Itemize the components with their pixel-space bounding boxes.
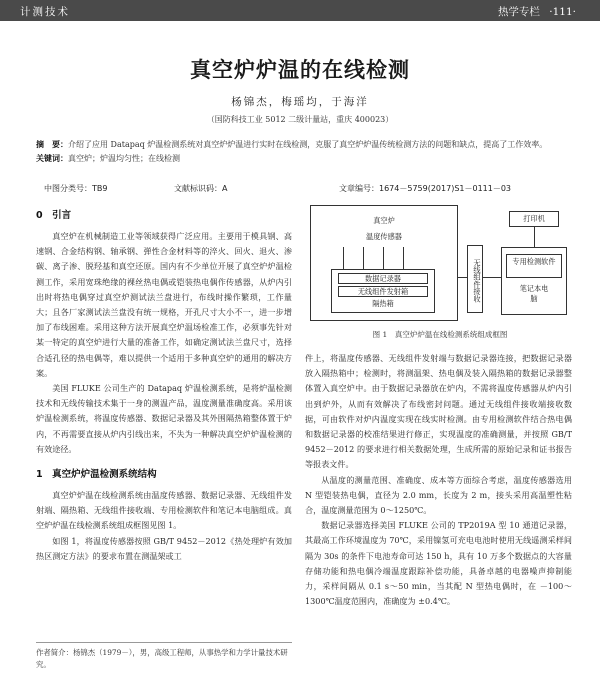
header-right	[492, 4, 576, 19]
data-recorder-box: 数据记录器	[338, 273, 428, 284]
running-header	[0, 0, 600, 21]
right-paragraph-2: 从温度的测量范围、准确度、成本等方面综合考虑，温度传感器选用 N 型铠装热电偶，直径为 2.0 mm，长度为 2 m，接头采用高温塑性粘合，温度测量范围为 0～1250℃。	[305, 474, 572, 516]
abstract-label: 摘 要：	[36, 140, 68, 149]
right-paragraph-3: 数据记录器选择美国 FLUKE 公司的 TP2019A 型 10 通道记录器，其最高工作环境温度为 70℃，采用镍氢可充电电池时使用无线遥测采样间隔为 30s 的条件下电池寿命可达 150 h，具有 10 万多个数据点的大容量存储功能和热电偶冷端温度跟踪补偿功能，具备卓越的电器噪声抑制能力，采样间隔从 0.1 s～50 min，当其配 N 型热电偶时，在 －100～1300℃温度范围内，准确度为 ±0.4℃。	[305, 520, 572, 607]
sensor-label: 温度传感器	[366, 232, 402, 241]
sensor-wire	[363, 247, 364, 269]
clc-number: 中图分类号：TB9	[44, 184, 108, 193]
keywords-text: 真空炉；炉温均匀性；在线检测	[68, 154, 180, 163]
figure-caption: 图 1 真空炉炉温在线检测系统组成框图	[372, 330, 508, 339]
right-column	[305, 351, 572, 609]
intro-paragraph-1: 真空炉在机械制造工业等领域获得广泛应用。主要用于模具钢、高速钢、合金结构钢、轴承钢、弹性合金材料等的淬火、回火、退火、渗碳、离子渗、脱羟基和真空还原。国内有不少单位开展了真空炉炉温检测工作，采用宽珠绝缘的裸丝热电偶或铠装热电偶作传感器，从炉内引出时将热电偶穿过真空炉测试法兰盘进行，布线时操作繁琐，工作量大；且各厂家测试法兰盘没有统一规格，开孔尺寸大小不一，进一步增加了布线困难。采用这种方法开展真空炉温场检准工作，必须事先针对某一特定的真空炉进行大量的准备工作，如确定测试法兰盘尺寸，选择合适孔径的热电偶等，难以提供一个适用于多种真空炉的通用的解决方案。	[36, 231, 292, 378]
paper-title: 真空炉炉温的在线检测	[190, 58, 410, 82]
keywords-label: 关键词：	[36, 154, 68, 163]
connector-line	[534, 227, 535, 247]
receiver-box: 无线组件接收	[467, 245, 483, 313]
section-heading-intro: 0 引言	[36, 210, 72, 221]
sensor-wire	[403, 247, 404, 269]
intro-paragraph-2: 美国 FLUKE 公司生产的 Datapaq 炉温检测系统，是将炉温检测技术和无线传输技术集于一身的测温产品，温度测量准确度高。采用该炉温检测系统，将温度传感器、数据记录器及其外围隔热箱整体置于炉内，不再需要直接从炉内引线出来，不失为一种解决真空炉炉温检测的有效途径。	[36, 383, 292, 454]
column-category: 热学专栏	[497, 6, 540, 18]
right-paragraph-1: 件上，将温度传感器、无线组件发射端与数据记录器连接，把数据记录器放入隔热箱中；检测时，将测温架、热电偶及装入隔热箱的数据记录器整体置入真空炉中。由于数据记录器放在炉内，不需将温度传感器从炉内引出到炉外，从而有效解决了布线密封问题。通过无线组件接收端接收数据，可由软件对炉内温度实现在线实时检测。由专用检测软件结合热电偶和数据记录器的校准结果进行修正，实现温度的准确测量，并按照 GB/T 9452－2012 的要求进行相关数据处理，生成所需的原始记录和证书报告等报表文件。	[305, 353, 572, 470]
software-box: 专用检测软件	[506, 254, 562, 278]
author-footnote: 作者简介：杨锦杰（1979－），男，高级工程师，从事热学和力学计量技术研究。	[36, 642, 292, 671]
connector-line	[483, 277, 501, 278]
abstract-text: 介绍了应用 Datapaq 炉温检测系统对真空炉炉温进行实时在线检测，克服了真空炉炉温传统检测方法的问题和缺点，提高了工作效率。	[68, 140, 548, 149]
laptop-label: 笔记本电脑	[519, 284, 549, 303]
structure-paragraph-2: 如图 1，将温度传感器按照 GB/T 9452－2012《热处理炉有效加热区测定方法》的要求布置在测温架或工	[36, 535, 292, 561]
author-list: 杨锦杰，梅瑶均，于海洋	[231, 96, 369, 108]
structure-paragraph-1: 真空炉炉温在线检测系统由温度传感器、数据记录器、无线组件发射端、隔热箱、无线组件接收端、专用检测软件和笔记本电脑组成。真空炉炉温在线检测系统组成框图见图 1。	[36, 490, 292, 531]
transmitter-box: 无线组件发射箱	[338, 286, 428, 297]
connector-line	[458, 277, 467, 278]
abstract-block	[36, 138, 566, 166]
furnace-label: 真空炉	[373, 216, 395, 225]
left-column	[36, 206, 292, 564]
sensor-wire	[343, 247, 344, 269]
article-number: 文章编号：1674－5759(2017)S1－0111－03	[339, 184, 512, 193]
journal-section: 计测技术	[20, 6, 70, 18]
printer-box: 打印机	[509, 211, 559, 227]
figure-1-diagram	[305, 205, 575, 325]
insulation-label: 隔热箱	[372, 299, 394, 308]
sensor-wire	[383, 247, 384, 269]
laptop-box	[501, 247, 567, 315]
insulation-box	[331, 269, 435, 313]
document-code: 文献标识码：A	[174, 184, 228, 193]
page-number: ·111·	[549, 6, 576, 18]
section-heading-structure: 1 真空炉炉温检测系统结构	[36, 469, 157, 481]
affiliation: （国防科技工业 5012 二级计量站，重庆 400023）	[206, 115, 394, 124]
